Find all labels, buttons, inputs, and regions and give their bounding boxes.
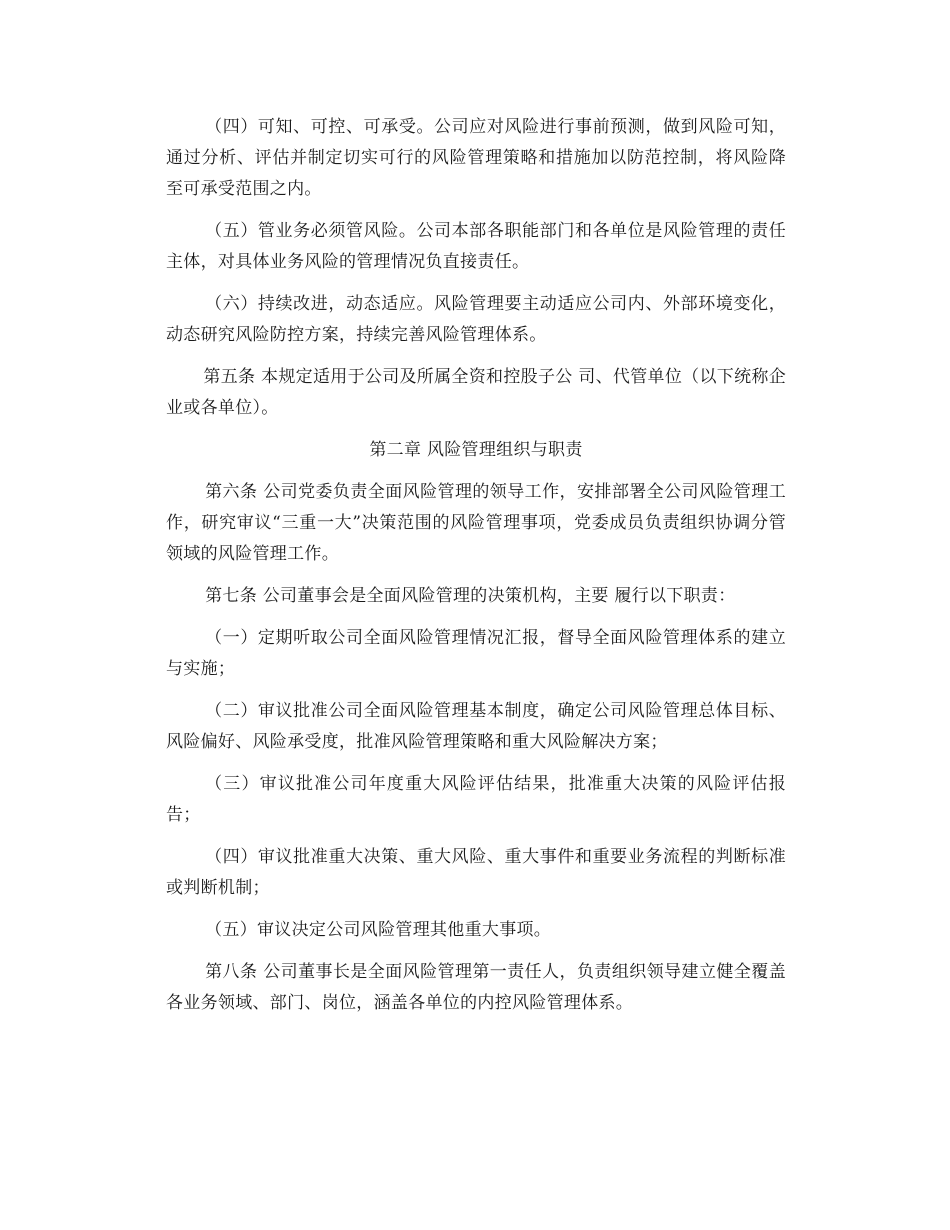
paragraph-duty-4: （四）审议批准重大决策、重大风险、重大事件和重要业务流程的判断标准或判断机制；: [166, 847, 786, 898]
paragraph-principle-5: （五）管业务必须管风险。公司本部各职能部门和各单位是风险管理的责任主体，对具体业务风险的管理情况负直接责任。: [166, 221, 786, 272]
chapter-title: 第二章 风险管理组织与职责: [369, 440, 583, 460]
paragraph-article-8: 第八条 公司董事长是全面风险管理第一责任人，负责组织领导建立健全覆盖各业务领域、部门、岗位，涵盖各单位的内控风险管理体系。: [166, 962, 786, 1013]
paragraph-article-6: 第六条 公司党委负责全面风险管理的领导工作，安排部署全公司风险管理工作，研究审议“三重一大”决策范围的风险管理事项，党委成员负责组织协调分管领域的风险管理工作。: [166, 482, 786, 564]
paragraph-duty-3: （三）审议批准公司年度重大风险评估结果，批准重大决策的风险评估报告；: [166, 774, 786, 825]
paragraph-principle-4: （四）可知、可控、可承受。公司应对风险进行事前预测，做到风险可知，通过分析、评估并制定切实可行的风险管理策略和措施加以防范控制，将风险降至可承受范围之内。: [166, 117, 786, 199]
paragraph-article-5: 第五条 本规定适用于公司及所属全资和控股子公 司、代管单位（以下统称企业或各单位）。: [166, 367, 786, 418]
document-page: [166, 112, 786, 1030]
paragraph-duty-5: （五）审议决定公司风险管理其他重大事项。: [205, 920, 552, 940]
paragraph-article-7: 第七条 公司董事会是全面风险管理的决策机构，主要 履行以下职责：: [205, 586, 736, 606]
paragraph-principle-6: （六）持续改进，动态适应。风险管理要主动适应公司内、外部环境变化，动态研究风险防控方案，持续完善风险管理体系。: [166, 294, 786, 345]
paragraph-duty-1: （一）定期听取公司全面风险管理情况汇报，督导全面风险管理体系的建立与实施；: [166, 628, 786, 679]
paragraph-duty-2: （二）审议批准公司全面风险管理基本制度，确定公司风险管理总体目标、风险偏好、风险承受度，批准风险管理策略和重大风险解决方案；: [166, 701, 786, 752]
